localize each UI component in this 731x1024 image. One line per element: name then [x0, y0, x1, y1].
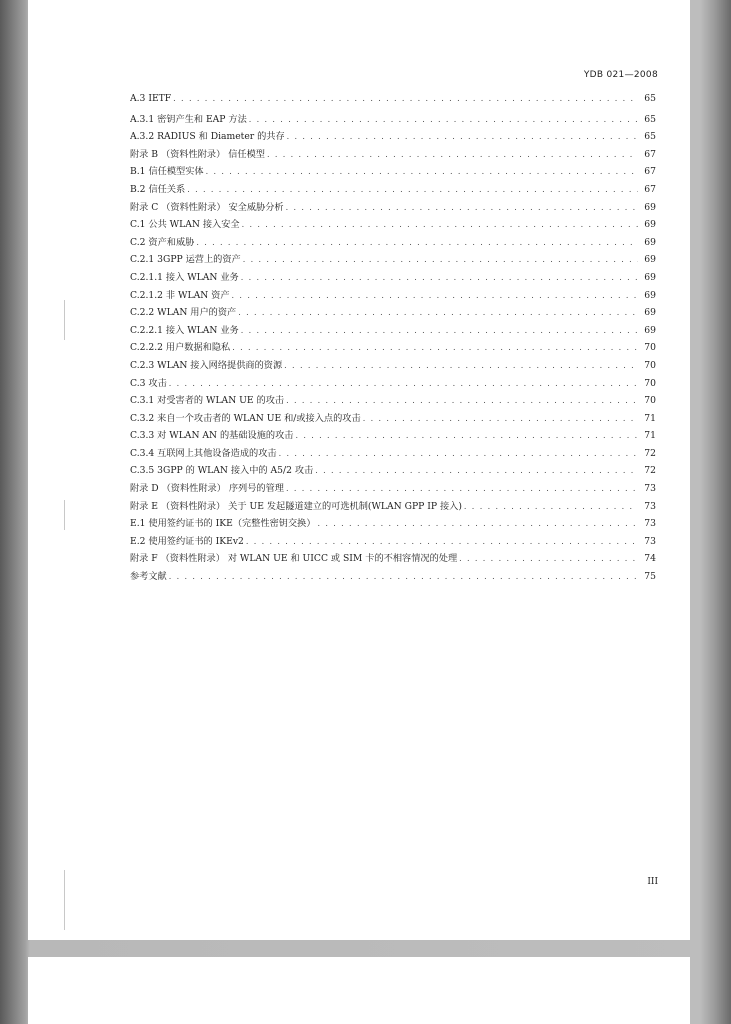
- toc-entry[interactable]: [130, 480, 656, 498]
- toc-entry-title: C.2 资产和威胁: [130, 236, 195, 248]
- toc-entry-title: 附录 B （资料性附录） 信任模型: [130, 148, 265, 160]
- toc-leader-dots: [169, 379, 638, 388]
- toc-entry-page: 71: [644, 430, 656, 442]
- toc-entry[interactable]: [130, 410, 656, 428]
- toc-entry[interactable]: [130, 163, 656, 181]
- toc-entry[interactable]: [130, 251, 656, 269]
- toc-entry[interactable]: [130, 304, 656, 322]
- toc-leader-dots: [187, 185, 638, 194]
- toc-leader-dots: [241, 273, 638, 282]
- toc-entry[interactable]: [130, 392, 656, 410]
- toc-entry-title: C.2.2 WLAN 用户的资产: [130, 307, 237, 319]
- toc-entry-title: A.3 IETF: [130, 93, 172, 104]
- toc-entry[interactable]: [130, 568, 656, 586]
- toc-entry[interactable]: [130, 375, 656, 393]
- toc-entry-page: 73: [644, 500, 656, 512]
- toc-leader-dots: [169, 572, 638, 581]
- toc-leader-dots: [246, 537, 638, 546]
- toc-entry-page: 72: [644, 465, 656, 477]
- document-page: [28, 0, 690, 940]
- toc-entry-page: 75: [644, 571, 656, 583]
- toc-leader-dots: [267, 150, 638, 159]
- toc-entry[interactable]: [130, 550, 656, 568]
- toc-entry-page: 69: [644, 271, 656, 283]
- toc-entry-page: 69: [644, 289, 656, 301]
- toc-leader-dots: [286, 484, 638, 493]
- toc-entry[interactable]: [130, 498, 656, 516]
- toc-leader-dots: [238, 308, 638, 317]
- toc-leader-dots: [173, 94, 638, 103]
- toc-entry-title: C.2.2.1 接入 WLAN 业务: [130, 324, 239, 336]
- toc-entry-title: 附录 F （资料性附录） 对 WLAN UE 和 UICC 或 SIM 卡的不相容情况的处理: [130, 553, 458, 565]
- scan-edge-mark: [64, 870, 65, 930]
- toc-entry-title: C.3.2 来自一个攻击者的 WLAN UE 和/或接入点的攻击: [130, 412, 361, 424]
- toc-leader-dots: [363, 414, 638, 423]
- toc-leader-dots: [243, 255, 638, 264]
- toc-entry-title: C.3.1 对受害者的 WLAN UE 的攻击: [130, 395, 285, 407]
- toc-leader-dots: [286, 396, 638, 405]
- toc-entry-page: 70: [644, 342, 656, 354]
- toc-leader-dots: [232, 291, 638, 300]
- toc-leader-dots: [284, 361, 638, 370]
- toc-entry-title: A.3.1 密钥产生和 EAP 方法: [130, 113, 247, 125]
- toc-entry-title: B.2 信任关系: [130, 183, 186, 195]
- toc-entry-title: C.3 攻击: [130, 377, 167, 389]
- toc-leader-dots: [196, 238, 638, 247]
- toc-entry[interactable]: [130, 146, 656, 164]
- toc-entry[interactable]: [130, 427, 656, 445]
- toc-entry-page: 73: [644, 535, 656, 547]
- toc-entry-title: 附录 E （资料性附录） 关于 UE 发起隧道建立的可选机制(WLAN GPP IP 接入): [130, 500, 462, 512]
- toc-entry-title: C.1 公共 WLAN 接入安全: [130, 219, 240, 231]
- toc-entry[interactable]: [130, 199, 656, 217]
- toc-entry-page: 70: [644, 359, 656, 371]
- toc-entry[interactable]: [130, 462, 656, 480]
- toc-leader-dots: [287, 132, 638, 141]
- table-of-contents: [130, 93, 656, 586]
- toc-entry-page: 67: [644, 183, 656, 195]
- toc-entry-page: 70: [644, 395, 656, 407]
- toc-entry-title: C.3.4 互联网上其他设备造成的攻击: [130, 447, 277, 459]
- toc-leader-dots: [206, 167, 638, 176]
- toc-entry-page: 65: [644, 93, 656, 104]
- toc-entry-title: E.2 使用签约证书的 IKEv2: [130, 535, 244, 547]
- toc-entry[interactable]: [130, 234, 656, 252]
- toc-entry-title: C.2.1 3GPP 运营上的资产: [130, 254, 241, 266]
- toc-entry-page: 73: [644, 518, 656, 530]
- toc-leader-dots: [286, 203, 638, 212]
- toc-entry[interactable]: [130, 287, 656, 305]
- toc-entry-title: C.3.3 对 WLAN AN 的基础设施的攻击: [130, 430, 294, 442]
- toc-entry-page: 73: [644, 483, 656, 495]
- toc-leader-dots: [296, 431, 639, 440]
- toc-entry[interactable]: [130, 322, 656, 340]
- document-code: YDB 021—2008: [583, 70, 658, 80]
- toc-entry-page: 69: [644, 201, 656, 213]
- toc-entry-title: 附录 C （资料性附录） 安全威胁分析: [130, 201, 284, 213]
- toc-entry-page: 69: [644, 254, 656, 266]
- toc-entry-title: C.2.3 WLAN 接入网络提供商的资源: [130, 359, 283, 371]
- toc-leader-dots: [459, 554, 638, 563]
- toc-entry-page: 65: [644, 131, 656, 143]
- toc-entry-page: 69: [644, 324, 656, 336]
- toc-entry-title: 参考文献: [130, 571, 167, 583]
- toc-leader-dots: [232, 343, 638, 352]
- toc-entry-page: 69: [644, 219, 656, 231]
- toc-entry-page: 72: [644, 447, 656, 459]
- toc-entry-title: E.1 使用签约证书的 IKE（完整性密钥交换）: [130, 518, 316, 530]
- toc-entry-title: C.2.1.1 接入 WLAN 业务: [130, 271, 239, 283]
- toc-entry-title: C.2.2.2 用户数据和隐私: [130, 342, 231, 354]
- toc-leader-dots: [318, 519, 638, 528]
- toc-entry-page: 67: [644, 166, 656, 178]
- next-page: [28, 957, 690, 1024]
- toc-entry[interactable]: [130, 339, 656, 357]
- toc-entry-page: 69: [644, 307, 656, 319]
- toc-leader-dots: [279, 449, 638, 458]
- toc-entry-title: A.3.2 RADIUS 和 Diameter 的共存: [130, 131, 285, 143]
- toc-entry-page: 71: [644, 412, 656, 424]
- toc-leader-dots: [249, 115, 638, 124]
- toc-leader-dots: [241, 326, 638, 335]
- toc-entry-page: 74: [644, 553, 656, 565]
- page-number: III: [647, 877, 658, 887]
- toc-entry[interactable]: [130, 93, 656, 111]
- toc-entry-page: 69: [644, 236, 656, 248]
- toc-entry-page: 67: [644, 148, 656, 160]
- toc-entry[interactable]: [130, 357, 656, 375]
- toc-leader-dots: [242, 220, 638, 229]
- toc-entry[interactable]: [130, 181, 656, 199]
- toc-entry-page: 65: [644, 113, 656, 125]
- toc-leader-dots: [464, 502, 638, 511]
- toc-entry[interactable]: [130, 128, 656, 146]
- scan-edge-mark: [64, 500, 65, 530]
- toc-entry[interactable]: [130, 216, 656, 234]
- scan-edge-mark: [64, 300, 65, 340]
- toc-entry-title: 附录 D （资料性附录） 序列号的管理: [130, 483, 284, 495]
- toc-entry[interactable]: [130, 515, 656, 533]
- toc-entry[interactable]: [130, 445, 656, 463]
- toc-leader-dots: [315, 466, 638, 475]
- toc-entry-title: C.3.5 3GPP 的 WLAN 接入中的 A5/2 攻击: [130, 465, 314, 477]
- toc-entry[interactable]: [130, 111, 656, 129]
- toc-entry-title: B.1 信任模型实体: [130, 166, 204, 178]
- toc-entry-page: 70: [644, 377, 656, 389]
- toc-entry[interactable]: [130, 533, 656, 551]
- toc-entry[interactable]: [130, 269, 656, 287]
- toc-entry-title: C.2.1.2 非 WLAN 资产: [130, 289, 230, 301]
